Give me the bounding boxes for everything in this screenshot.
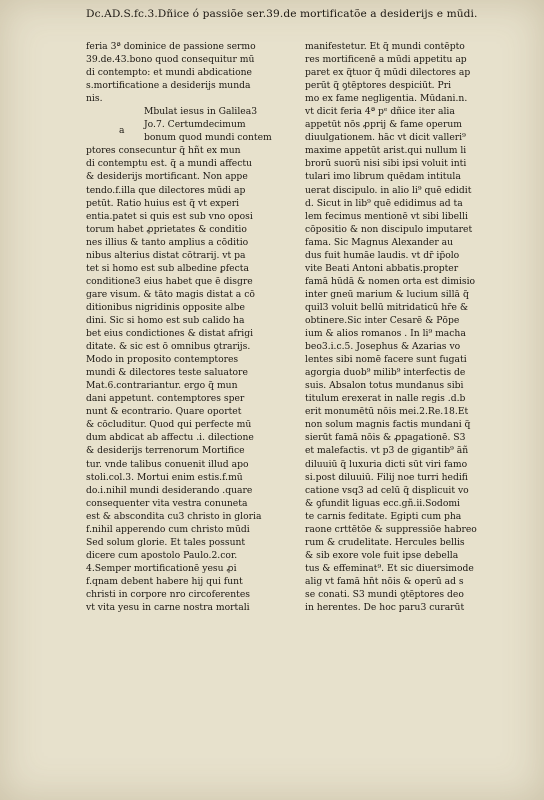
text-line: & desiderijs mortificant. Non appe [86, 171, 248, 183]
text-line: dani appetunt. contemptores sper [86, 393, 245, 405]
text-line: res mortificenē a mūdi appetitu ap [305, 54, 467, 66]
text-line: ptores consecuntur q̃ hñt ex mun [86, 145, 241, 157]
text-line: obtinere.Sic inter Cesarē & Pōpe [305, 314, 460, 326]
text-line: christi in corpore nro circoferentes [86, 588, 251, 600]
text-line: erit monumētū nōis mei.2.Re.18.Et [305, 406, 469, 418]
text-line: paret ex q̃tuor q̃ mūdi dilectores ap [305, 67, 471, 79]
text-line: sierūt famā nōis & ꝓpagationē. S3 [305, 432, 466, 444]
text-line: vite Beati Antoni abbatis.propter [305, 262, 459, 274]
text-line: consequenter vita vestra conuneta [86, 497, 248, 509]
text-line: raone crttētōe & suppressiōe habreo [305, 523, 477, 535]
text-line: maxime appetūt arist.qui nullum li [305, 145, 467, 157]
text-line: f.nihil apperendo cum christo mūdi [86, 523, 250, 535]
text-line: 4.Semper mortificationē yesu ꝓi [86, 562, 237, 574]
text-line: in herentes. De hoc paru3 curarūt [305, 602, 465, 614]
text-line: diuulgationem. hāc vt dicit valleri⁹ [305, 132, 466, 144]
text-line: se conati. S3 mundi ꝯtēptores deo [305, 588, 464, 600]
right-text-column [305, 40, 517, 614]
text-line: tendo.f.illa que dilectores mūdi ap [86, 184, 246, 196]
text-line: lentes sibi nomē facere sunt fugati [305, 354, 467, 366]
text-line: dicere cum apostolo Paulo.2.cor. [86, 549, 238, 561]
text-line: alig vt famā hn̄t nōis & operū ad s [305, 575, 464, 587]
text-line: ditionibus nigridinis opposite albe [86, 301, 245, 313]
text-line: vt dicit feria 4ª pᵉ dñice iter alia [305, 106, 455, 118]
text-line: bet eius condictiones & distat afrigi [86, 328, 254, 340]
text-line: & cōcluditur. Quod qui perfecte mū [86, 419, 252, 431]
text-line: & desiderijs terrenorum Mortifice [86, 445, 245, 457]
text-line: di contempto: et mundi abdicatione [86, 67, 252, 79]
text-line: cōpositio & non discipulo imputaret [305, 223, 473, 235]
text-line: torum habet ꝓprietates & conditio [86, 223, 247, 235]
text-line: non solum magnis factis mundani q̃ [305, 419, 471, 431]
text-line: fama. Sic Magnus Alexander au [305, 236, 454, 248]
text-line: appetūt nōs ꝓprij & fame operum [305, 119, 462, 131]
text-line: catione vsq3 ad celū q̃ displicuit vo [305, 484, 469, 496]
text-line: Jo.7. Certumdecimum [144, 119, 246, 131]
text-line: uerat discipulo. in alio li⁹ quē edidit [305, 184, 472, 196]
text-line: beo3.i.c.5. Josephus & Azarias vo [305, 341, 461, 353]
text-line: nibus alterius distat cōtrarij. vt pa [86, 249, 246, 261]
text-line: stoli.col.3. Mortui enim estis.f.mū [86, 471, 243, 483]
text-line: bonum quod mundi contem [144, 132, 272, 144]
text-line: nes illius & tanto amplius a cōditio [86, 236, 249, 248]
text-line: quil3 voluit bellū mitridaticū hr̄e & [305, 301, 469, 313]
text-line: mo ex fame negligentia. Mūdani.n. [305, 93, 468, 105]
text-line: petūt. Ratio huius est q̃ vt experi [86, 197, 240, 209]
text-line: & sib exore vole fuit ipse debella [305, 549, 459, 561]
text-line: Sed solum glorie. Et tales possunt [86, 536, 246, 548]
text-line: ium & alios romanos . In li⁹ macha [305, 328, 466, 340]
text-line: Mat.6.contrariantur. ergo q̃ mun [86, 380, 238, 392]
text-line: ditate. & sic est ō omnibus ꝯtrarijs. [86, 341, 251, 353]
text-line: et malefactis. vt p3 de gigantib⁹ āñ [305, 445, 469, 457]
text-line: gare visum. & tāto magis distat a cō [86, 288, 255, 300]
text-line: feria 3ª dominice de passione sermo [86, 41, 256, 52]
text-line: manifestetur. Et q̃ mundi contēpto [305, 41, 465, 52]
text-line: perūt q̃ ꝯtēptores despiciūt. Pri [305, 80, 452, 92]
text-line: & ꝯfundit liguas ecc.gñ.ii.Sodomi [305, 497, 460, 509]
text-line: s.mortificatione a desiderijs munda [86, 80, 251, 92]
running-header: Dc.AD.S.fc.3.Dñice ó passiõe ser.39.de mortificatõe a desiderijs e mūdi. [86, 8, 478, 20]
text-line: vt vita yesu in carne nostra mortali [86, 602, 250, 614]
text-line: te carnis feditate. Egipti cum pha [305, 510, 462, 522]
text-line: agorgia duob⁹ milib⁹ interfectis de [305, 367, 466, 379]
text-line: f.qnam debent habere hij qui funt [86, 575, 243, 587]
text-line: tet si homo est sub albedine ꝑfecta [86, 262, 249, 274]
text-line: lem fecimus mentionē vt sibi libelli [305, 210, 468, 222]
text-line: est & abscondita cu3 christo in gloria [86, 510, 262, 522]
text-line: Mbulat iesus in Galilea3 [144, 106, 258, 118]
text-line: diluuiū q̃ luxuria dicti sūt viri famo [305, 458, 468, 470]
text-line: do.i.nihil mundi desiderando .quare [86, 484, 253, 496]
text-line: tur. vnde talibus conuenit illud apo [86, 458, 249, 470]
text-line: inter gneū marium & lucium sillā q̃ [305, 288, 469, 300]
text-line: dus fuit humāe laudis. vt dr̄ ip̄olo [305, 249, 460, 261]
text-line: di contemptu est. q̃ a mundi affectu [86, 158, 252, 170]
text-line: 39.de.43.bono quod consequitur mū [86, 54, 255, 66]
text-line: rum & crudelitate. Hercules bellis [305, 536, 465, 548]
margin-letter: a [119, 125, 125, 136]
text-line: dum abdicat ab affectu .i. dilectione [86, 432, 254, 444]
text-line: famā hūdā & nomen orta est dimisio [305, 275, 476, 287]
text-line: d. Sicut in lib⁹ quē edidimus ad ta [305, 197, 463, 209]
text-line: suis. Absalon totus mundanus sibi [305, 380, 464, 392]
text-line: dini. Sic si homo est sub calido ha [86, 314, 245, 326]
text-line: nunt & econtrario. Quare oportet [86, 406, 242, 418]
text-line: Modo in proposito contemptores [86, 354, 239, 366]
text-line: tulari imo librum quēdam intitula [305, 171, 461, 183]
text-line: tus & effeminat⁹. Et sic diuersimode [305, 562, 474, 574]
text-line: brorū suorū nisi sibi ipsi voluit inti [305, 158, 467, 170]
text-line: si.post diluuiū. Filij noe turri hedifi [305, 471, 468, 483]
text-line: entia.patet si quis est sub vno oposi [86, 210, 253, 222]
text-line: conditione3 eius habet que ē disgre [86, 275, 253, 287]
text-line: mundi & dilectores teste saluatore [86, 367, 248, 379]
text-line: nis. [86, 93, 103, 105]
text-line: titulum erexerat in nalle regis .d.b [305, 393, 466, 405]
